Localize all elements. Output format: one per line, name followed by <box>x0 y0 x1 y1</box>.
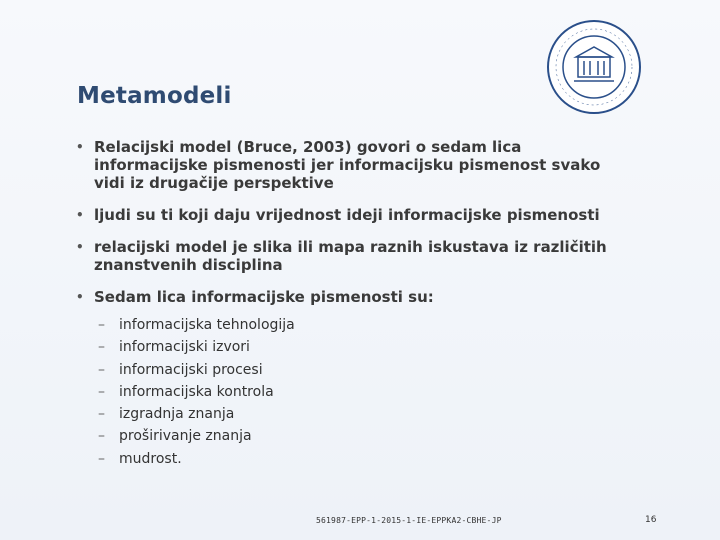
slide-content <box>76 138 636 470</box>
bullet-marker: • <box>76 240 84 254</box>
slide-title: Metamodeli <box>77 83 232 109</box>
bullet-marker: • <box>76 290 84 304</box>
dash-marker: – <box>98 361 105 378</box>
bullet-item <box>76 288 636 306</box>
sub-item-text: proširivanje znanja <box>119 428 252 445</box>
sub-list <box>76 314 636 470</box>
university-seal-icon <box>546 19 642 115</box>
dash-marker: – <box>98 428 105 445</box>
dash-marker: – <box>98 339 105 356</box>
bullet-item <box>76 238 636 274</box>
dash-marker: – <box>98 383 105 400</box>
footer-project-code: 561987-EPP-1-2015-1-IE-EPPKA2-CBHE-JP <box>316 516 502 525</box>
sub-item-text: informacijski procesi <box>119 361 263 378</box>
bullet-text: Sedam lica informacijske pismenosti su: <box>94 288 434 306</box>
sub-list-item <box>76 359 636 381</box>
bullet-text: Relacijski model (Bruce, 2003) govori o sedam lica informacijske pismenosti jer informacijsku pismenost svako vidi iz drugačije perspektive <box>94 138 601 192</box>
sub-list-item <box>76 425 636 447</box>
sub-list-item <box>76 381 636 403</box>
sub-list-item <box>76 403 636 425</box>
dash-marker: – <box>98 317 105 333</box>
sub-item-text: informacijski izvori <box>119 339 250 356</box>
sub-list-item <box>76 314 636 336</box>
page-number: 16 <box>645 515 657 525</box>
bullet-text: relacijski model je slika ili mapa raznih iskustava iz različitih znanstvenih disciplina <box>94 238 607 274</box>
dash-marker: – <box>98 450 105 467</box>
bullet-text: ljudi su ti koji daju vrijednost ideji informacijske pismenosti <box>94 206 600 224</box>
sub-list-item <box>76 336 636 358</box>
sub-list-item <box>76 448 636 470</box>
bullet-marker: • <box>76 208 84 222</box>
dash-marker: – <box>98 406 105 423</box>
bullet-item <box>76 206 636 224</box>
sub-item-text: mudrost. <box>119 450 182 467</box>
bullet-marker: • <box>76 140 84 154</box>
sub-item-text: izgradnja znanja <box>119 406 235 423</box>
bullet-item <box>76 138 636 192</box>
sub-item-text: informacijska tehnologija <box>119 317 295 333</box>
sub-item-text: informacijska kontrola <box>119 383 274 400</box>
